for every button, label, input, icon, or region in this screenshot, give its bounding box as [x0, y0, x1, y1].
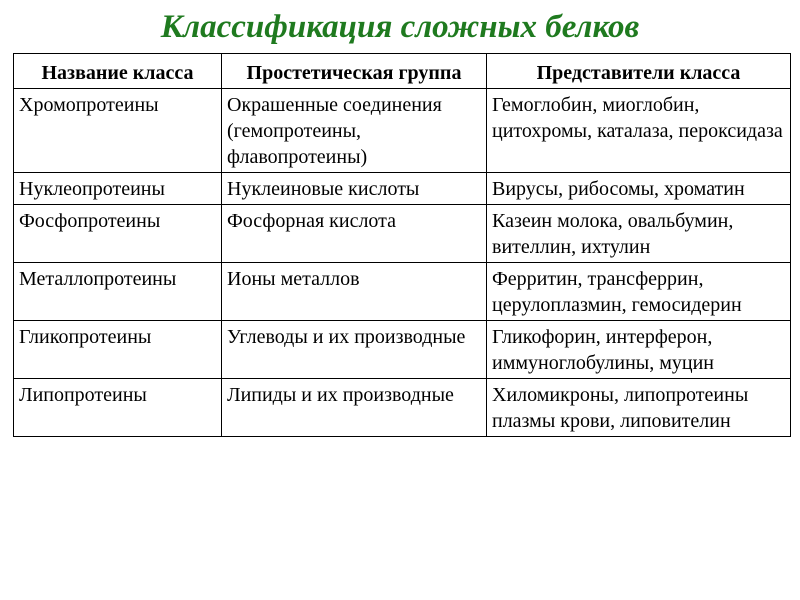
table-row: [14, 321, 791, 379]
cell-class-name: Липопротеины: [14, 379, 222, 437]
table-row: [14, 173, 791, 205]
table-header-row: [14, 54, 791, 89]
table-row: [14, 205, 791, 263]
cell-representatives: Вирусы, рибосомы, хроматин: [487, 173, 791, 205]
table-row: [14, 89, 791, 173]
header-representatives: Представители класса: [487, 54, 791, 89]
header-class-name: Название класса: [14, 54, 222, 89]
cell-class-name: Нуклеопротеины: [14, 173, 222, 205]
cell-prosthetic-group: Углеводы и их производные: [222, 321, 487, 379]
cell-class-name: Гликопротеины: [14, 321, 222, 379]
cell-class-name: Металлопротеины: [14, 263, 222, 321]
cell-representatives: Казеин молока, овальбумин, вителлин, ихтулин: [487, 205, 791, 263]
table-row: [14, 379, 791, 437]
page-title: Классификация сложных белков: [160, 9, 640, 45]
cell-representatives: Хиломикроны, липопротеины плазмы крови, липовителин: [487, 379, 791, 437]
cell-representatives: Гликофорин, интерферон, иммуноглобулины, муцин: [487, 321, 791, 379]
cell-representatives: Ферритин, трансферрин, церулоплазмин, гемосидерин: [487, 263, 791, 321]
cell-class-name: Фосфопротеины: [14, 205, 222, 263]
cell-representatives: Гемоглобин, миоглобин, цитохромы, каталаза, пероксидаза: [487, 89, 791, 173]
table-row: [14, 263, 791, 321]
cell-class-name: Хромопротеины: [14, 89, 222, 173]
cell-prosthetic-group: Нуклеиновые кислоты: [222, 173, 487, 205]
protein-classification-table: [13, 53, 791, 437]
header-prosthetic-group: Простетическая группа: [222, 54, 487, 89]
cell-prosthetic-group: Ионы металлов: [222, 263, 487, 321]
cell-prosthetic-group: Окрашенные соединения (гемопротеины, флавопротеины): [222, 89, 487, 173]
cell-prosthetic-group: Липиды и их производные: [222, 379, 487, 437]
cell-prosthetic-group: Фосфорная кислота: [222, 205, 487, 263]
